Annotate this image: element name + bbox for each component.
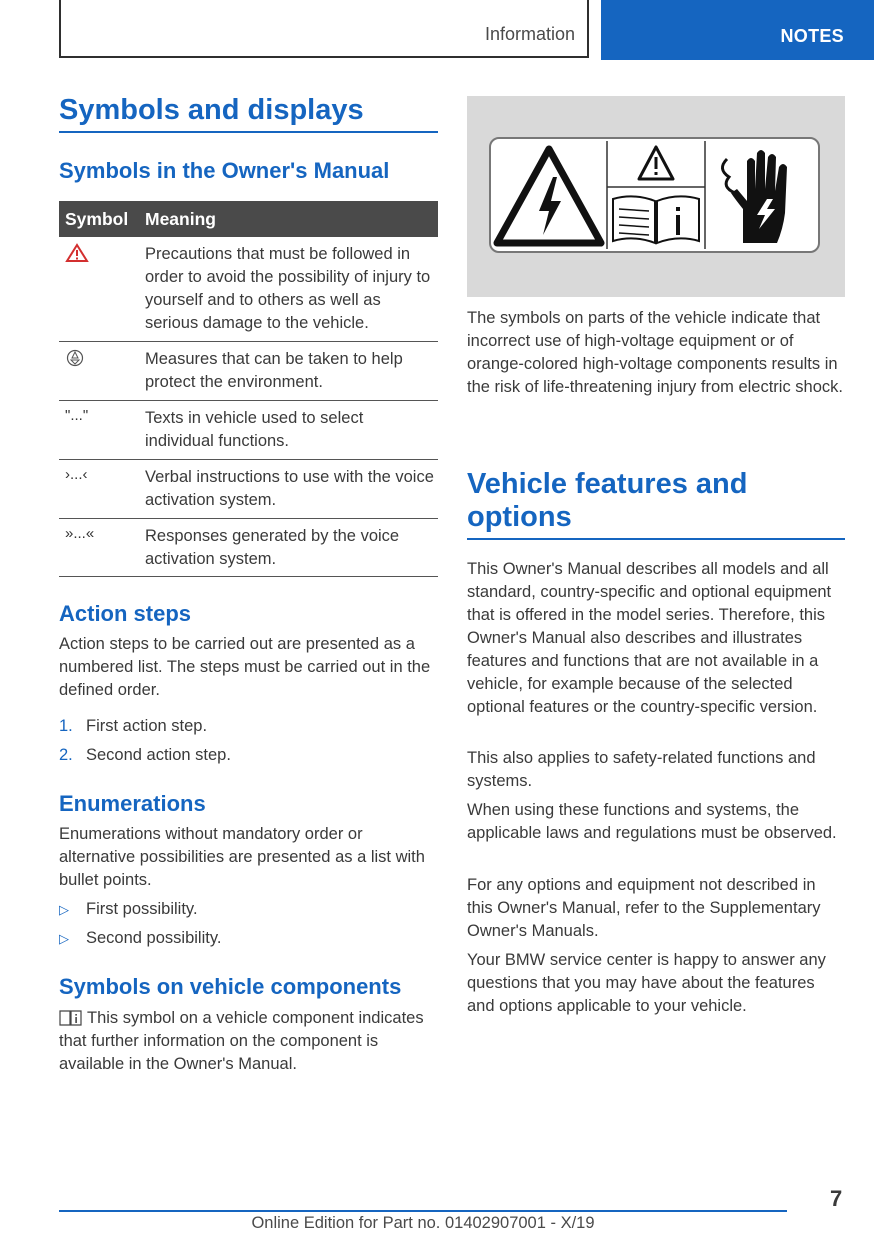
table-cell-symbol: "..."	[65, 407, 89, 424]
components-heading: Symbols on vehicle components	[59, 974, 402, 999]
col-meaning-header: Meaning	[145, 209, 216, 229]
features-title-line2: options	[467, 501, 572, 533]
header-tab-notes[interactable]	[601, 0, 874, 60]
header-box	[59, 0, 589, 58]
table-row	[59, 401, 438, 460]
table-cell-meaning: Measures that can be taken to help protect the environment.	[145, 350, 403, 391]
electric-hand-icon	[722, 150, 787, 243]
features-title	[467, 468, 845, 540]
list-item	[59, 744, 438, 767]
page-title: Symbols and displays	[59, 94, 438, 133]
header-tab-label: NOTES	[780, 26, 844, 46]
features-paragraph: This Owner's Manual describes all models and all standard, country-specific and optional equipment that is offered in the model series. Therefore, this Owner's Manual also describes and illustrates features and functions that are not available in a vehicle, for example because of the selected optional features or the country-specific version.	[467, 560, 832, 716]
high-voltage-warning-image	[467, 96, 845, 297]
table-cell-meaning: Texts in vehicle used to select individual functions.	[145, 409, 364, 450]
table-cell-meaning: Precautions that must be followed in order to avoid the possibility of injury to yourself and to others as well as serious damage to the vehicle.	[145, 245, 431, 332]
table-cell-meaning: Verbal instructions to use with the voice activation system.	[145, 468, 434, 509]
step-number: 1.	[59, 717, 73, 735]
table-row	[59, 342, 438, 401]
manual-symbols-heading: Symbols in the Owner's Manual	[59, 158, 390, 183]
footer-edition: Online Edition for Part no. 01402907001 - X/19	[251, 1214, 595, 1232]
features-paragraph: This also applies to safety-related functions and systems.	[467, 749, 816, 790]
action-steps-text: Action steps to be carried out are presented as a numbered list. The steps must be carried out in the defined order.	[59, 635, 431, 699]
table-cell-symbol: ›...‹	[65, 466, 88, 483]
step-number: 2.	[59, 746, 73, 764]
table-cell-symbol: »...«	[65, 525, 95, 542]
high-voltage-icon	[497, 149, 601, 243]
enum-text: First possibility.	[86, 900, 198, 918]
right-triangle-bullet-icon: ▷	[59, 902, 69, 917]
step-text: Second action step.	[86, 746, 231, 764]
table-row	[59, 237, 438, 342]
header-section-label: Information	[484, 24, 575, 44]
list-item	[59, 927, 438, 950]
list-item	[59, 898, 438, 921]
col-symbol-header: Symbol	[65, 209, 129, 229]
enum-text: Second possibility.	[86, 929, 222, 947]
components-text: This symbol on a vehicle component indicates that further information on the component is available in the Owner's Manual.	[59, 1009, 424, 1073]
warning-sign	[489, 137, 820, 253]
enumerations-heading: Enumerations	[59, 791, 206, 816]
table-row	[59, 460, 438, 519]
step-text: First action step.	[86, 717, 208, 735]
table-cell-meaning: Responses generated by the voice activation system.	[145, 527, 400, 568]
features-title-line1: Vehicle features and	[467, 468, 748, 500]
environment-icon	[65, 348, 85, 372]
features-paragraph: For any options and equipment not described in this Owner's Manual, refer to the Supplementary Owner's Manuals.	[467, 876, 821, 940]
list-item	[59, 715, 438, 738]
right-triangle-bullet-icon: ▷	[59, 931, 69, 946]
page-number: 7	[830, 1186, 843, 1211]
symbols-table-header	[59, 201, 438, 237]
footer-rule	[59, 1210, 787, 1212]
table-row	[59, 519, 438, 577]
warning-triangle-icon	[65, 243, 89, 267]
features-paragraph: Your BMW service center is happy to answer any questions that you may have about the features and options applicable to your vehicle.	[467, 951, 826, 1015]
image-caption: The symbols on parts of the vehicle indicate that incorrect use of high-voltage equipment or of orange-colored high-voltage components results in the risk of life-threatening injury from electric shock.	[467, 309, 843, 396]
features-paragraph: When using these functions and systems, the applicable laws and regulations must be observed.	[467, 801, 837, 842]
action-steps-heading: Action steps	[59, 601, 192, 626]
enumerations-text: Enumerations without mandatory order or alternative possibilities are presented as a list with bullet points.	[59, 825, 425, 889]
